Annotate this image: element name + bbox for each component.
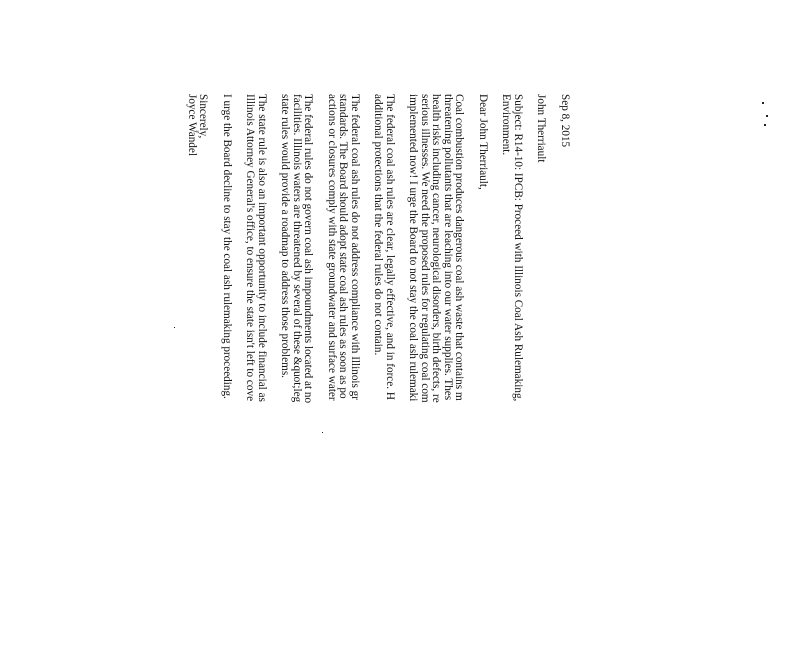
rotated-letter-page bbox=[186, 94, 571, 654]
paragraph-line: threatening pollutants that are leaching into our water supplies. Thes bbox=[442, 94, 454, 401]
scan-speck bbox=[322, 432, 323, 433]
paragraph-3 bbox=[326, 94, 361, 654]
letter-subject-line-2: Environment. bbox=[500, 94, 513, 156]
paragraph-line: The federal rules do not govern coal ash impoundments located at no bbox=[302, 94, 315, 404]
paragraph-line: additional protections that the federal rules do not contain. bbox=[372, 94, 385, 356]
scan-speck bbox=[764, 124, 766, 126]
paragraph-5 bbox=[244, 94, 267, 654]
paragraph-line: standards. The Board should adopt state coal ash rules as soon as po bbox=[337, 94, 350, 399]
paragraph-line: state rules would provide a roadmap to address those problems. bbox=[279, 94, 292, 378]
paragraph-1 bbox=[407, 94, 465, 654]
letter-salutation: Dear John Therriault, bbox=[477, 94, 489, 190]
scan-speck bbox=[174, 327, 175, 328]
paragraph-2 bbox=[372, 94, 395, 654]
paragraph-line: health risks including cancer, neurological disorders, birth defects, re bbox=[430, 94, 443, 403]
paragraph-line: implemented now! I urge the Board to not stay the coal ash rulemaki bbox=[407, 94, 420, 402]
letter-closing: Sincerely, bbox=[197, 94, 210, 139]
paragraph-line: facilities. Illinois waters are threatened by several of these &quot;leg bbox=[291, 94, 303, 403]
paragraph-line: Illinois Attorney General's office, to ensure the state isn't left to cove bbox=[244, 94, 257, 402]
letter-date: Sep 8, 2015 bbox=[559, 94, 571, 148]
paragraph-line: serious illnesses. We need the proposed rules for regulating coal com bbox=[419, 94, 431, 403]
paragraph-line: Coal combustion produces dangerous coal ash waste that contains m bbox=[453, 94, 466, 401]
paragraph-line: actions or closures comply with state groundwater and surface water bbox=[326, 94, 338, 401]
paragraph-line: The federal coal ash rules do not address compliance with Illinois gr bbox=[349, 94, 361, 401]
paragraph-line: The state rule is also an important opportunity to include financial as bbox=[256, 94, 268, 402]
letter-signer: Joyce Wandel bbox=[186, 94, 198, 156]
letter-subject-line-1: Subject: R14-10: IPCB: Proceed with Illinois Coal Ash Rulemaking, bbox=[512, 94, 524, 402]
paragraph-6: I urge the Board decline to stay the coal ash rulemaking proceeding. bbox=[221, 94, 233, 399]
paragraph-line: The federal coal ash rules are clear, legally effective, and in force. H bbox=[384, 94, 396, 400]
paragraph-4 bbox=[279, 94, 314, 654]
letter-recipient: John Therriault bbox=[535, 94, 548, 163]
scan-speck bbox=[766, 115, 768, 117]
scan-speck bbox=[762, 102, 764, 104]
